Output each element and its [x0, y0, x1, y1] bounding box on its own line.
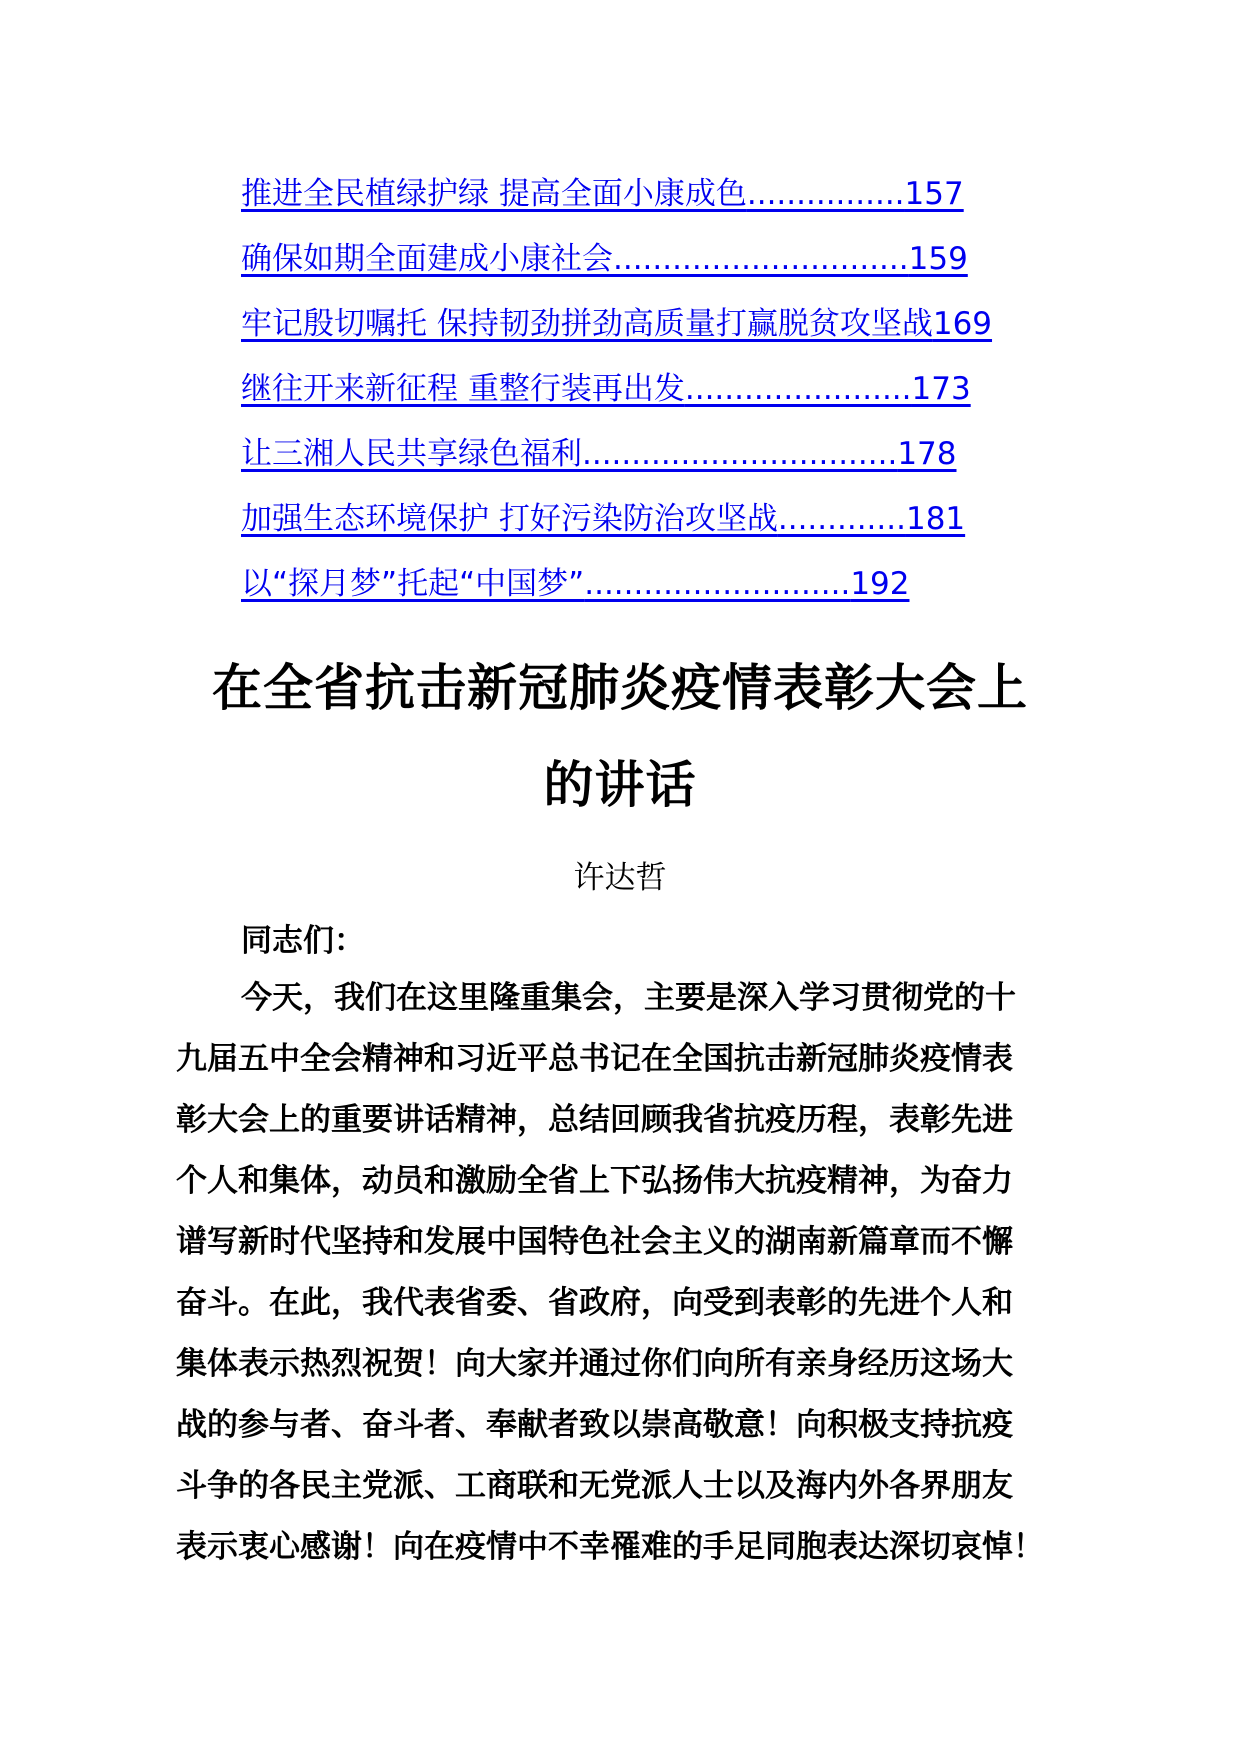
toc-entry[interactable] — [241, 298, 1041, 363]
body-line: 斗争的各民主党派、工商联和无党派人士以及海内外各界朋友 — [176, 1468, 1013, 1504]
body-line: 奋斗。在此，我代表省委、省政府，向受到表彰的先进个人和 — [176, 1285, 1013, 1321]
toc-entry-leader: ................ — [746, 176, 905, 212]
toc-entry-page: 181 — [905, 501, 966, 537]
toc-entry-title: 推进全民植绿护绿 提高全面小康成色 — [241, 176, 747, 212]
article-body — [176, 972, 1096, 1582]
toc-entry-page: 157 — [904, 176, 964, 212]
body-line: 表示衷心感谢！向在疫情中不幸罹难的手足同胞表达深切哀悼！ — [176, 1529, 1044, 1565]
toc-entry-title: 继往开来新征程 重整行装再出发 — [241, 371, 685, 407]
article-title-line-1: 在全省抗击新冠肺炎疫情表彰大会上 — [212, 659, 1028, 717]
toc-entry-page: 169 — [932, 306, 993, 342]
body-line: 个人和集体，动员和激励全省上下弘扬伟大抗疫精神，为奋力 — [176, 1163, 1013, 1199]
toc-entry[interactable] — [241, 168, 1041, 233]
body-line: 今天，我们在这里隆重集会，主要是深入学习贯彻党的十 — [241, 980, 1016, 1016]
toc-entry[interactable] — [241, 558, 1041, 623]
body-line: 彰大会上的重要讲话精神，总结回顾我省抗疫历程，表彰先进 — [176, 1102, 1013, 1138]
toc-entry-title: 确保如期全面建成小康社会 — [241, 241, 613, 277]
toc-entry[interactable] — [241, 233, 1041, 298]
toc-entry-title: 加强生态环境保护 打好污染防治攻坚战 — [241, 501, 778, 537]
toc-entry-leader: ....................... — [684, 371, 912, 407]
toc-entry[interactable] — [241, 363, 1041, 428]
toc-entry-page: 173 — [911, 371, 971, 407]
article-title-line-2: 的讲话 — [543, 756, 697, 814]
toc-entry-leader: ................................ — [582, 436, 898, 472]
toc-entry-leader: .............................. — [613, 241, 909, 277]
toc-entry-leader: ............. — [777, 501, 906, 537]
toc-entry-page: 159 — [908, 241, 968, 277]
toc-entry-page: 192 — [850, 566, 910, 602]
body-line: 九届五中全会精神和习近平总书记在全国抗击新冠肺炎疫情表 — [176, 1041, 1013, 1077]
toc-entry-title: 牢记殷切嘱托 保持韧劲拼劲高质量打赢脱贫攻坚战 — [241, 306, 933, 342]
article-author: 许达哲 — [573, 860, 667, 896]
body-line: 集体表示热烈祝贺！向大家并通过你们向所有亲身经历这场大 — [176, 1346, 1013, 1382]
body-line: 战的参与者、奋斗者、奉献者致以崇高敬意！向积极支持抗疫 — [176, 1407, 1013, 1443]
toc-entry-title: 让三湘人民共享绿色福利 — [241, 436, 582, 472]
body-line: 谱写新时代坚持和发展中国特色社会主义的湖南新篇章而不懈 — [176, 1224, 1013, 1260]
toc-entry[interactable] — [241, 428, 1041, 493]
salutation: 同志们： — [241, 923, 365, 959]
toc-entry-leader: ........................... — [584, 566, 851, 602]
table-of-contents — [241, 168, 1041, 623]
toc-entry[interactable] — [241, 493, 1041, 558]
toc-entry-title: 以“探月梦”托起“中国梦” — [241, 566, 585, 602]
toc-entry-page: 178 — [897, 436, 957, 472]
